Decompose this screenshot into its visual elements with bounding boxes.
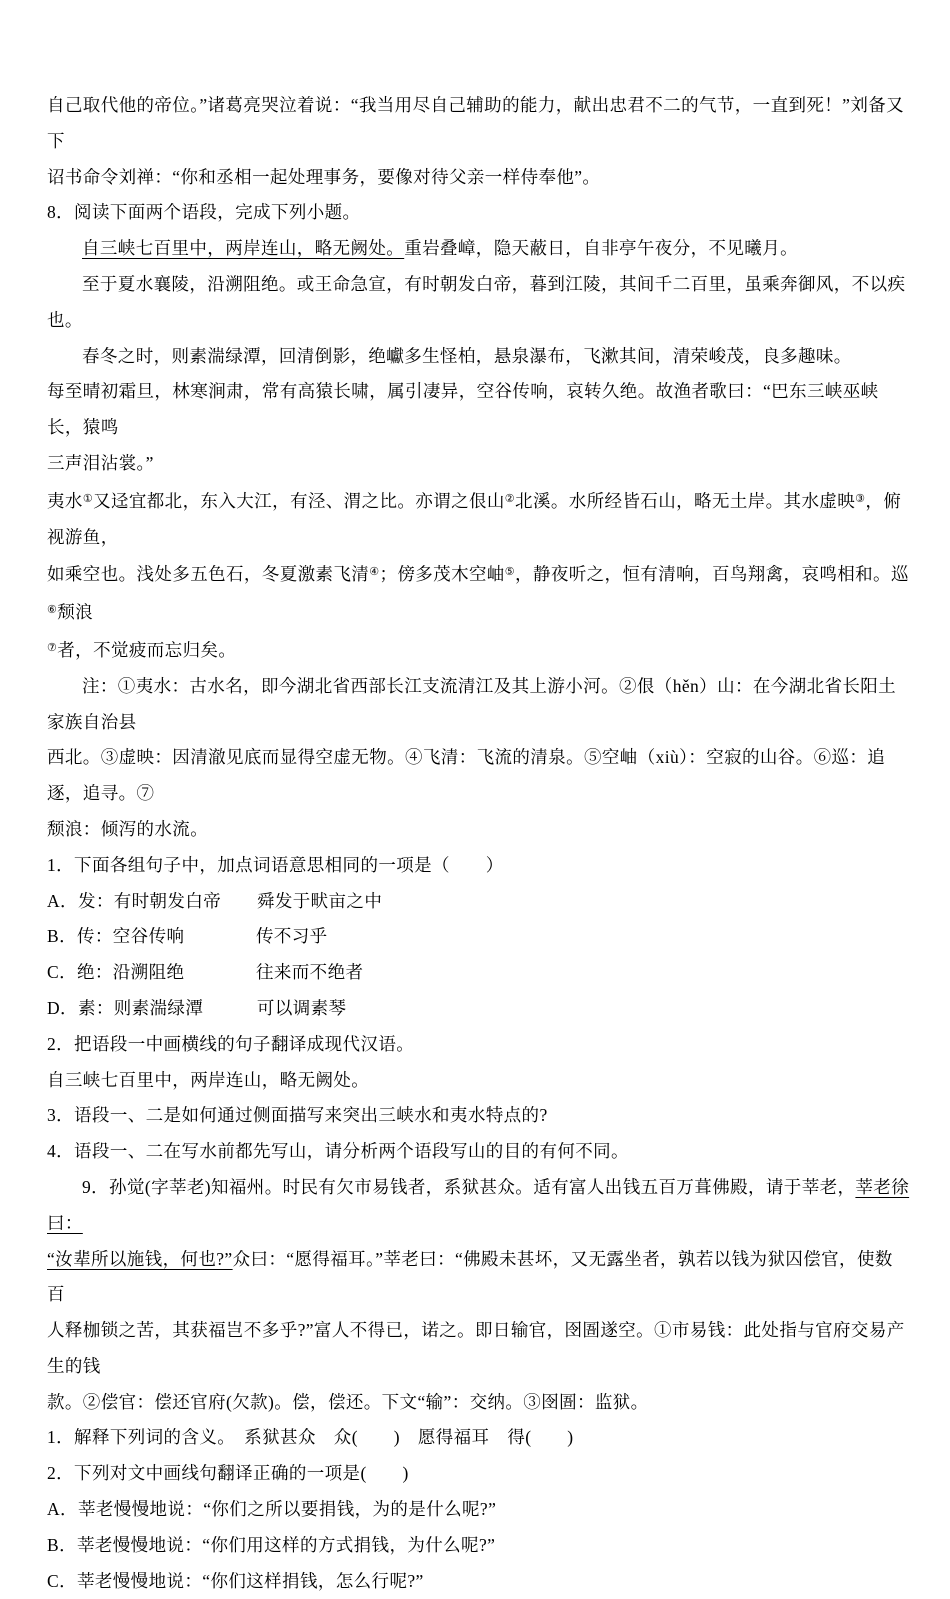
text-segment: 西北。③虚映：因清澈见底而显得空虚无物。④飞清：飞流的清泉。⑤空岫（xiù）：空寂的山谷。⑥巡：追逐，追寻。⑦	[47, 747, 886, 804]
text-line	[47, 482, 910, 556]
text-segment: 夷水	[47, 490, 83, 511]
text-segment: 众曰：“愿得福耳。”莘老曰：“佛殿未甚坏，又无露坐者，孰若以钱为狱囚偿官，使数百	[47, 1248, 893, 1305]
text-segment: C．绝：沿溯阻绝 往来而不绝者	[47, 962, 364, 983]
text-segment: A．发：有时朝发白帝 舜发于畎亩之中	[47, 890, 383, 911]
text-segment: 自己取代他的帝位。”诸葛亮哭泣着说：“我当用尽自己辅助的能力，献出忠君不二的气节，一直到死！”刘备又下	[47, 95, 905, 151]
underlined-text: 自三峡七百里中，两岸连山，略无阙处。	[82, 238, 405, 259]
text-segment: 4．语段一、二在写水前都先写山，请分析两个语段写山的目的有何不同。	[47, 1141, 629, 1162]
text-line	[47, 160, 910, 196]
text-line	[47, 919, 910, 955]
text-line	[47, 1528, 910, 1564]
text-segment: 自三峡七百里中，两岸连山，略无阙处。	[47, 1069, 370, 1090]
text-segment: 2．把语段一中画横线的句子翻译成现代汉语。	[47, 1033, 415, 1054]
text-segment: 诏书命令刘禅：“你和丞相一起处理事务，要像对待父亲一样侍奉他”。	[47, 166, 601, 187]
text-segment: 2．下列对文中画线句翻译正确的一项是( )	[47, 1463, 409, 1484]
text-segment: B．传：空谷传响 传不习乎	[47, 926, 328, 947]
text-line	[47, 1027, 910, 1063]
footnote-marker: ⑤	[504, 566, 516, 579]
text-segment: 人释枷锁之苦，其获福岂不多乎?”富人不得已，诺之。即日输官，囹圄遂空。①市易钱：此处指与官府交易产生的钱	[47, 1320, 905, 1376]
footnote-marker: ④	[369, 566, 380, 579]
text-segment: 注：①夷水：古水名，即今湖北省西部长江支流清江及其上游小河。②佷（hěn）山：在今湖北省长阳土家族自治县	[47, 675, 897, 732]
text-line	[47, 339, 910, 375]
text-segment: 春冬之时，则素湍绿潭，回清倒影，绝巘多生怪柏，悬泉瀑布，飞漱其间，清荣峻茂，良多趣味。	[82, 345, 852, 366]
text-line	[47, 991, 910, 1027]
text-line	[47, 848, 910, 884]
text-segment: B．莘老慢慢地说：“你们用这样的方式捐钱，为什么呢?”	[47, 1534, 496, 1555]
text-segment: 款。②偿官：偿还官府(欠款)。偿，偿还。下文“输”：交纳。③囹圄：监狱。	[47, 1391, 649, 1412]
footnote-marker: ⑦	[47, 641, 58, 654]
text-segment: A．莘老慢慢地说：“你们之所以要捐钱，为的是什么呢?”	[47, 1499, 497, 1520]
text-segment: D．素：则素湍绿潭 可以调素琴	[47, 997, 347, 1018]
text-line	[47, 231, 910, 267]
text-segment: 至于夏水襄陵，沿溯阻绝。或王命急宣，有时朝发白帝，暮到江陵，其间千二百里，虽乘奔御风，不以疾也。	[47, 273, 906, 330]
text-line	[47, 1313, 910, 1385]
text-line	[47, 555, 910, 631]
text-line	[47, 631, 910, 669]
footnote-marker: ③	[855, 492, 866, 505]
underlined-text: 莘老徐曰：	[47, 1176, 910, 1233]
footnote-marker: ②	[504, 492, 516, 505]
text-line	[47, 955, 910, 991]
text-segment: 者，不觉疲而忘归矣。	[57, 639, 237, 660]
text-segment: 每至晴初霜旦，林寒涧肃，常有高猿长啸，属引凄异，空谷传响，哀转久绝。故渔者歌曰：“巴东三峡巫峡长，猿鸣	[47, 381, 879, 438]
text-line	[47, 267, 910, 339]
text-line	[47, 1385, 910, 1421]
text-segment: 重岩叠嶂，隐天蔽日，自非亭午夜分，不见曦月。	[404, 238, 799, 259]
text-line	[47, 1492, 910, 1528]
text-line	[47, 812, 910, 848]
text-segment: 1．下面各组句子中，加点词语意思相同的一项是（ ）	[47, 854, 504, 875]
text-segment: 三声泪沾裳。”	[47, 452, 154, 473]
text-segment: 颓浪：倾泻的水流。	[47, 818, 209, 839]
text-line	[47, 1242, 910, 1314]
text-segment: 1．解释下列词的含义。 系狱甚众 众( ) 愿得福耳 得( )	[47, 1427, 574, 1448]
text-line	[47, 1134, 910, 1170]
text-line	[47, 374, 910, 446]
text-segment: 8．阅读下面两个语段，完成下列小题。	[47, 202, 361, 223]
text-segment: 北溪。水所经皆石山，略无土岸。其水虚映	[515, 490, 856, 511]
text-line	[47, 740, 910, 812]
text-line	[47, 884, 910, 920]
text-segment: 3．语段一、二是如何通过侧面描写来突出三峡水和夷水特点的?	[47, 1105, 548, 1126]
text-segment: ，俯视游鱼，	[47, 490, 902, 547]
underlined-text: “汝辈所以施钱，何也?”	[47, 1248, 233, 1269]
text-line	[47, 669, 910, 741]
text-line	[47, 1063, 910, 1099]
text-line	[47, 1098, 910, 1134]
text-line	[47, 1420, 910, 1456]
text-segment: 又迳宜都北，东入大江，有泾、渭之比。亦谓之佷山	[93, 490, 505, 511]
text-segment: 如乘空也。浅处多五色石，冬夏激素飞清	[47, 564, 370, 585]
text-line	[47, 88, 910, 160]
text-line	[47, 195, 910, 231]
footnote-marker: ⑥	[47, 604, 58, 617]
text-line	[47, 446, 910, 482]
footnote-marker: ①	[82, 492, 94, 505]
text-segment: 颓浪	[57, 602, 94, 623]
text-line	[47, 1456, 910, 1492]
text-segment: 9．孙觉(字莘老)知福州。时民有欠市易钱者，系狱甚众。适有富人出钱五百万葺佛殿，请于莘老，	[82, 1176, 856, 1197]
text-line	[47, 1170, 910, 1242]
text-segment: ，静夜听之，恒有清响，百鸟翔禽，哀鸣相和。巡	[515, 564, 909, 585]
text-segment: ；傍多茂木空岫	[379, 564, 505, 585]
text-segment: C．莘老慢慢地说：“你们这样捐钱，怎么行呢?”	[47, 1570, 424, 1591]
text-line	[47, 1564, 910, 1599]
